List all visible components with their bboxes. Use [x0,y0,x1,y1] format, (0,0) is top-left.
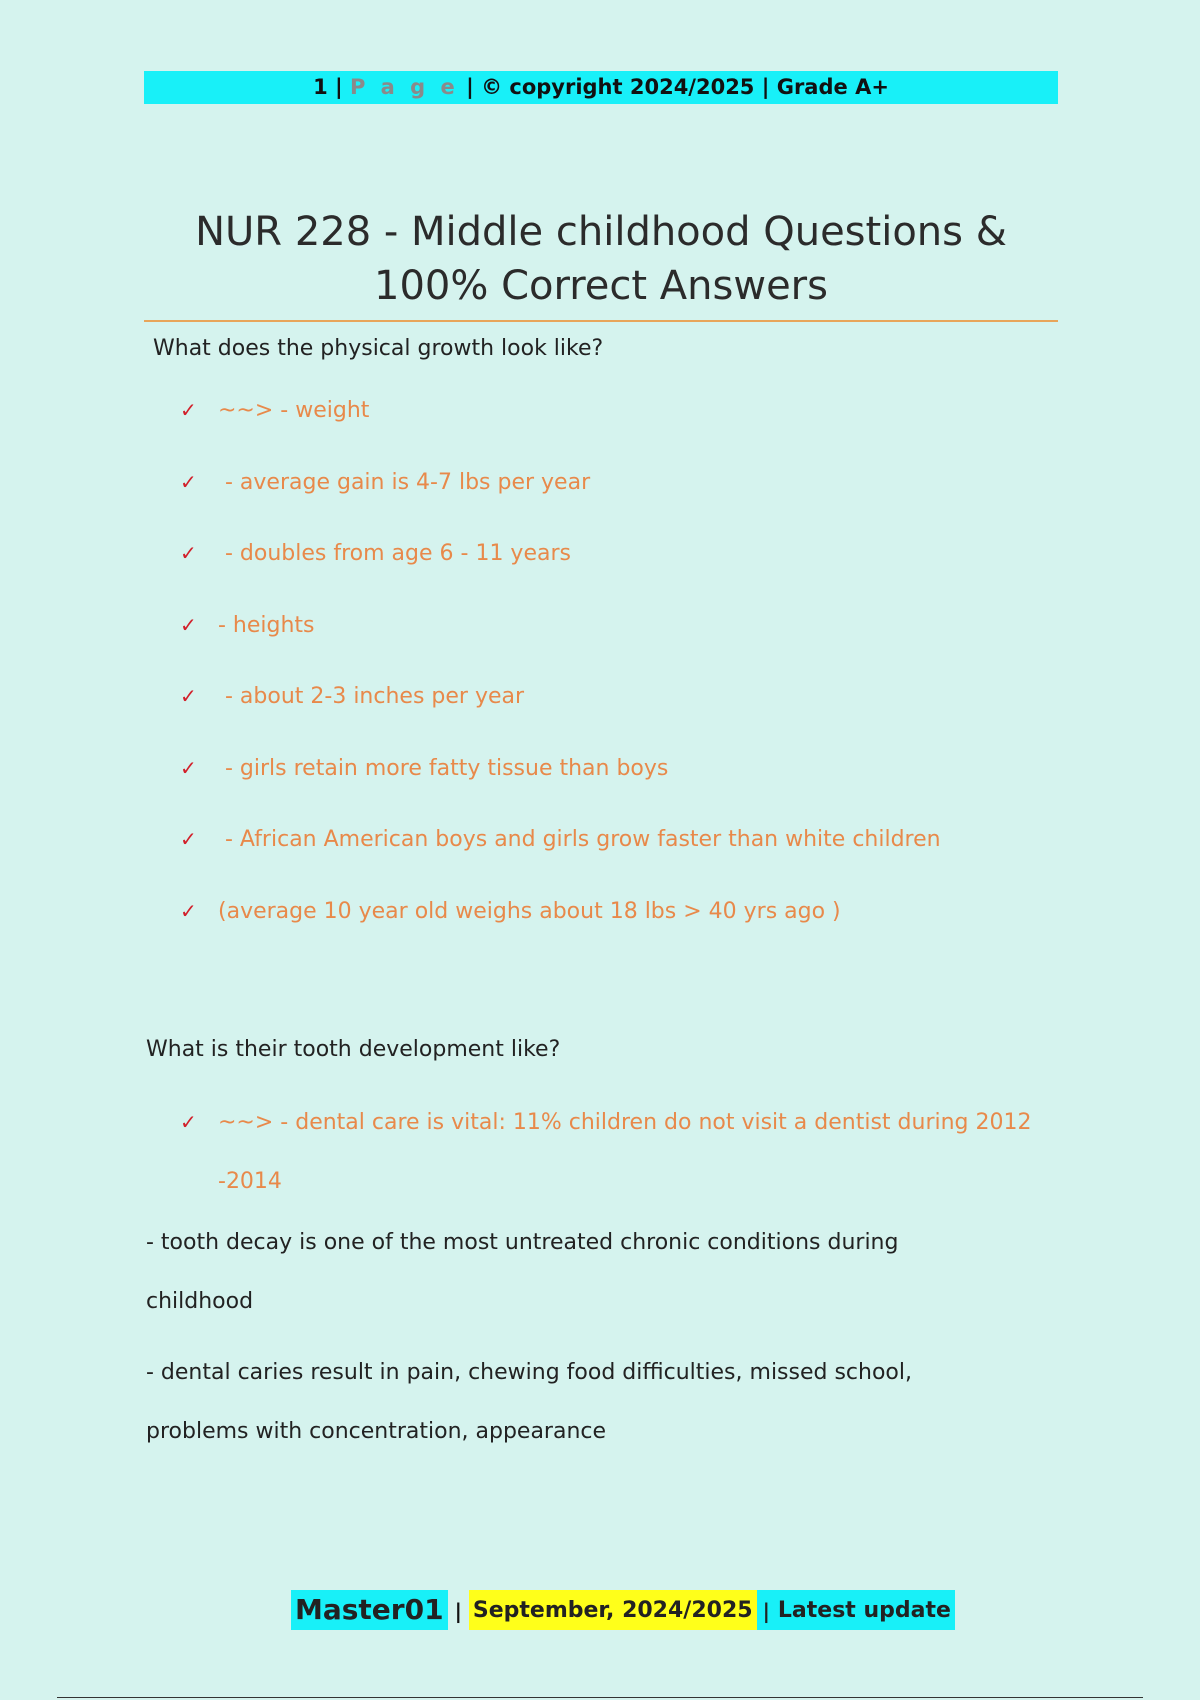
footer-separator: | [757,1590,776,1630]
question-2: What is their tooth development like? [146,1037,561,1062]
check-icon: ✓ [180,469,197,494]
document-title [144,205,1058,313]
footer-brand: Master01 [291,1590,448,1630]
page-word: P a g e [349,75,459,99]
title-line-1: NUR 228 - Middle childhood Questions & [195,209,1007,255]
copyright-text: © copyright 2024/2025 [481,75,755,99]
paragraph-line: - tooth decay is one of the most untreated chronic conditions during [146,1230,899,1255]
answer-item [180,470,941,542]
header-separator: | [335,75,343,99]
paragraph-line: childhood [146,1289,254,1314]
answer-item [180,756,941,828]
page-header-bar [144,71,1058,104]
check-icon: ✓ [180,898,197,923]
answer-text: ~~> - weight [218,398,370,423]
check-icon: ✓ [180,827,197,851]
page-number: 1 [313,75,328,99]
bottom-divider [57,1697,1143,1698]
answer-item [180,684,941,756]
dental-caries-paragraph [146,1358,1046,1447]
title-line-2: 100% Correct Answers [374,263,828,309]
page-footer [291,1590,955,1630]
answer-text: - girls retain more fatty tissue than boys [218,755,669,781]
header-separator: | [761,75,770,99]
paragraph-line: - dental caries result in pain, chewing food difficulties, missed school, [146,1360,912,1385]
answer-item [180,398,941,470]
answer-item [180,541,941,613]
tooth-decay-paragraph [146,1228,1046,1317]
footer-separator: | [454,1599,462,1623]
header-separator: | [466,75,474,99]
check-icon: ✓ [180,612,197,637]
answer-text: (average 10 year old weighs about 18 lbs > 40 yrs ago ) [218,898,841,924]
grade-text: Grade A+ [776,75,889,99]
footer-date: September, 2024/2025 [469,1590,757,1630]
check-icon: ✓ [180,1110,197,1134]
answer-item [180,899,941,971]
paragraph-line: problems with concentration, appearance [146,1419,607,1444]
check-icon: ✓ [180,541,197,565]
dental-answer-line-1: ~~> - dental care is vital: 11% children do not visit a dentist during 2012 [218,1110,1032,1135]
check-icon: ✓ [180,398,197,422]
question-1: What does the physical growth look like? [153,336,604,361]
answer-list-1 [180,398,941,970]
answer-text: - African American boys and girls grow faster than white children [218,827,941,852]
answer-text: - doubles from age 6 - 11 years [218,541,571,566]
answer-item [180,613,941,685]
answer-text: - about 2-3 inches per year [218,684,525,709]
answer-item [180,827,941,899]
footer-latest-update: Latest update [776,1590,955,1630]
dental-answer [180,1107,1060,1197]
answer-text: - heights [218,612,315,638]
answer-text: - average gain is 4-7 lbs per year [218,469,591,495]
check-icon: ✓ [180,684,197,708]
title-divider [144,320,1058,322]
check-icon: ✓ [180,755,197,780]
dental-answer-line-2: -2014 [218,1169,282,1194]
